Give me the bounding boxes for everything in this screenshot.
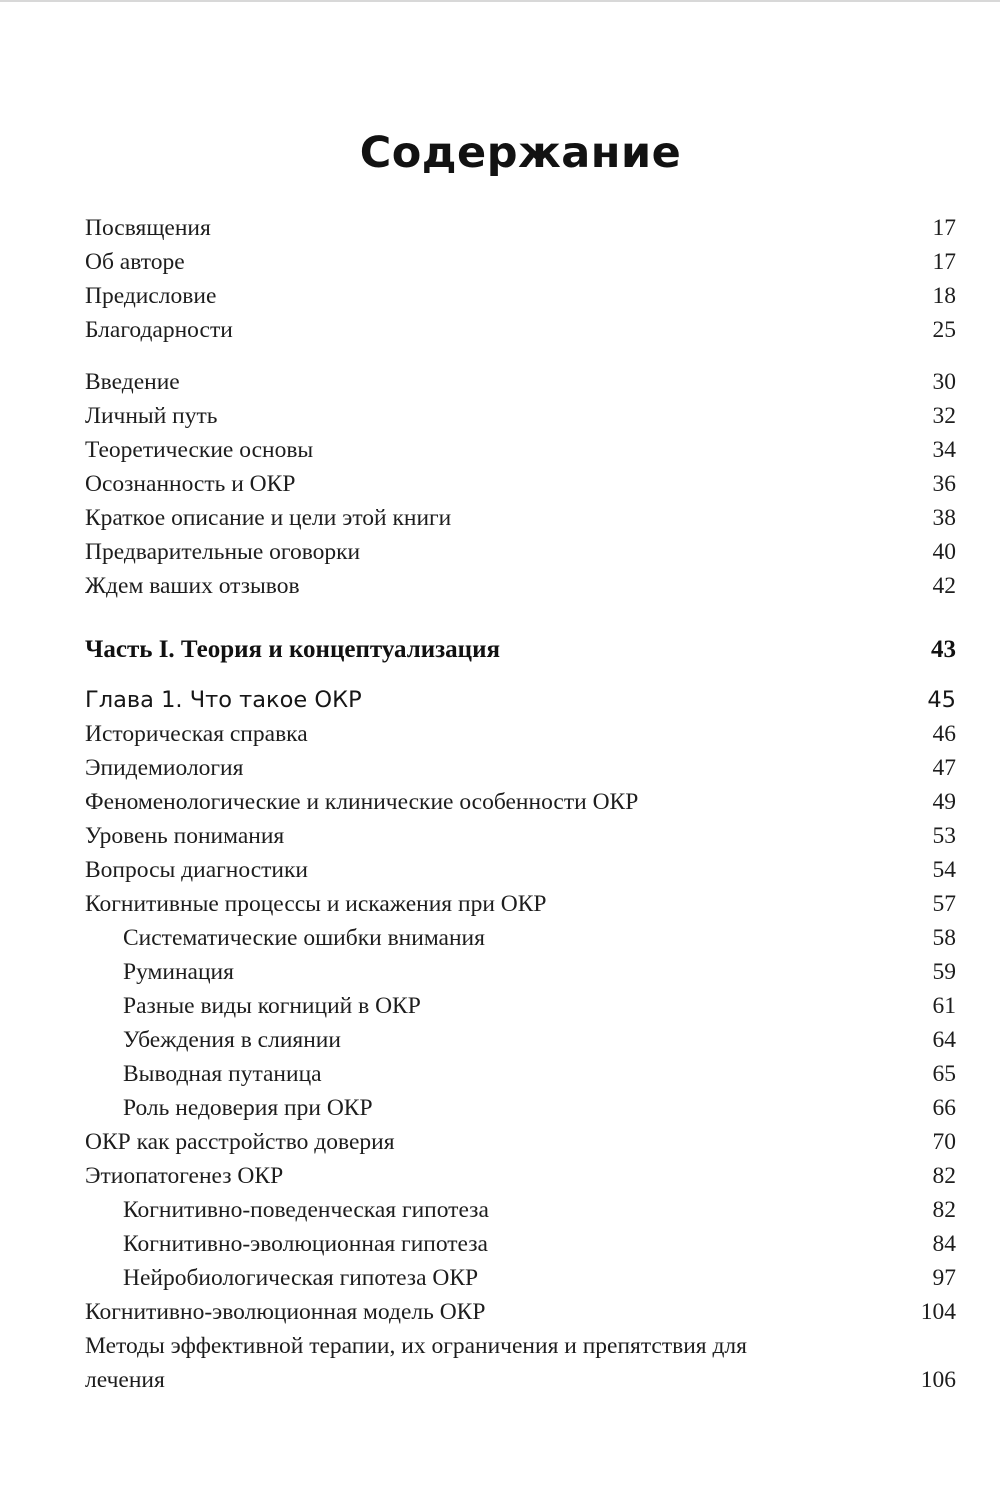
toc-entry-label: Глава 1. Что такое ОКР (85, 687, 362, 714)
toc-entry-page: 36 (932, 471, 956, 498)
toc-entry-label: Выводная путаница (123, 1061, 322, 1088)
toc-entry-label: Посвящения (85, 215, 211, 242)
toc-entry (85, 1159, 956, 1193)
toc-entry-label: Краткое описание и цели этой книги (85, 505, 452, 532)
toc-entry (85, 1295, 956, 1329)
toc-entry-label: Эпидемиология (85, 755, 244, 782)
toc-entry-label: Нейробиологическая гипотеза ОКР (123, 1265, 479, 1292)
toc-entry-page: 64 (932, 1027, 956, 1054)
toc-entry (85, 887, 956, 921)
toc-entry-page: 104 (920, 1299, 956, 1326)
toc-entry-label: Ждем ваших отзывов (85, 573, 300, 600)
toc-entry (85, 569, 956, 603)
toc-entry (85, 819, 956, 853)
toc-entry (85, 535, 956, 569)
toc-entry (85, 1193, 956, 1227)
toc-entry-page: 40 (932, 539, 956, 566)
toc-entry-label: Методы эффективной терапии, их ограничения и препятствия для лечения (85, 1333, 747, 1394)
toc-entry (85, 683, 956, 717)
toc-entry-label: Предварительные оговорки (85, 539, 361, 566)
toc-entry-page: 58 (932, 925, 956, 952)
toc-entry-label: Разные виды когниций в ОКР (123, 993, 421, 1020)
toc-entry (85, 1261, 956, 1295)
toc-entry-page: 43 (931, 636, 956, 664)
toc-entry-page: 61 (932, 993, 956, 1020)
toc-entry-page: 54 (932, 857, 956, 884)
toc-entry-page: 17 (932, 249, 956, 276)
toc-entry (85, 467, 956, 501)
toc-entry-label: Осознанность и ОКР (85, 471, 296, 498)
toc-entry (85, 989, 956, 1023)
toc-entry-label: Предисловие (85, 283, 217, 310)
toc-entry-label: Об авторе (85, 249, 185, 276)
page-title: Содержание (359, 128, 682, 178)
toc-entry (85, 433, 956, 467)
toc-entry-page: 49 (932, 789, 956, 816)
toc-entry (85, 501, 956, 535)
toc-entry-page: 84 (932, 1231, 956, 1258)
toc-entry (85, 245, 956, 279)
toc-entry-page: 82 (932, 1163, 956, 1190)
toc-entry (85, 1227, 956, 1261)
toc-entry-page: 42 (932, 573, 956, 600)
toc-entry-label: Историческая справка (85, 721, 308, 748)
toc-entry-page: 70 (932, 1129, 956, 1156)
toc-entry-label: Систематические ошибки внимания (123, 925, 485, 952)
toc-entry-label: Феноменологические и клинические особенности ОКР (85, 789, 639, 816)
toc-entry-page: 18 (932, 283, 956, 310)
toc-entry-page: 106 (920, 1367, 956, 1394)
toc-entry (85, 717, 956, 751)
toc-entry (85, 785, 956, 819)
toc-entry-label: Когнитивно-эволюционная гипотеза (123, 1231, 488, 1258)
toc-entry-label: Когнитивно-эволюционная модель ОКР (85, 1299, 486, 1326)
toc-entry (85, 313, 956, 347)
toc-entry-label: Этиопатогенез ОКР (85, 1163, 284, 1190)
toc-entry-label: Введение (85, 369, 180, 396)
toc-entry-page: 65 (932, 1061, 956, 1088)
toc-entry-label: Убеждения в слиянии (123, 1027, 341, 1054)
toc-entry (85, 751, 956, 785)
toc-entry-page: 53 (932, 823, 956, 850)
toc-entry-page: 97 (932, 1265, 956, 1292)
toc-entry-label: Теоретические основы (85, 437, 314, 464)
toc-entry (85, 1023, 956, 1057)
toc-entry-label: Руминация (123, 959, 234, 986)
toc-entry-page: 25 (932, 317, 956, 344)
toc-entry-label: Уровень понимания (85, 823, 285, 850)
toc-entry (85, 955, 956, 989)
toc-entry (85, 921, 956, 955)
book-page (0, 2, 1000, 1397)
toc-entry-label: Вопросы диагностики (85, 857, 308, 884)
toc-entry-page: 30 (932, 369, 956, 396)
toc-entry-page: 38 (932, 505, 956, 532)
toc-entry (85, 1329, 956, 1397)
toc-entry-label: Когнитивно-поведенческая гипотеза (123, 1197, 489, 1224)
toc-entry-page: 57 (932, 891, 956, 918)
toc-entry (85, 1125, 956, 1159)
toc-entry-label: Благодарности (85, 317, 233, 344)
toc-entry-page: 47 (932, 755, 956, 782)
toc-entry-page: 45 (927, 687, 956, 714)
toc-entry-page: 59 (932, 959, 956, 986)
toc-entry-page: 17 (932, 215, 956, 242)
toc-entry-page: 32 (932, 403, 956, 430)
toc-entry (85, 633, 956, 667)
toc-list (85, 211, 956, 1397)
toc-entry-label: Когнитивные процессы и искажения при ОКР (85, 891, 547, 918)
toc-entry (85, 365, 956, 399)
toc-entry-page: 66 (932, 1095, 956, 1122)
toc-entry-label: ОКР как расстройство доверия (85, 1129, 395, 1156)
toc-entry (85, 1057, 956, 1091)
toc-entry (85, 853, 956, 887)
toc-entry (85, 399, 956, 433)
toc-entry-page: 82 (932, 1197, 956, 1224)
toc-entry-page: 46 (932, 721, 956, 748)
toc-entry (85, 211, 956, 245)
toc-entry (85, 279, 956, 313)
toc-entry-label: Часть I. Теория и концептуализация (85, 636, 501, 664)
toc-entry-label: Роль недоверия при ОКР (123, 1095, 373, 1122)
toc-entry-label: Личный путь (85, 403, 218, 430)
toc-entry (85, 1091, 956, 1125)
toc-entry-page: 34 (932, 437, 956, 464)
